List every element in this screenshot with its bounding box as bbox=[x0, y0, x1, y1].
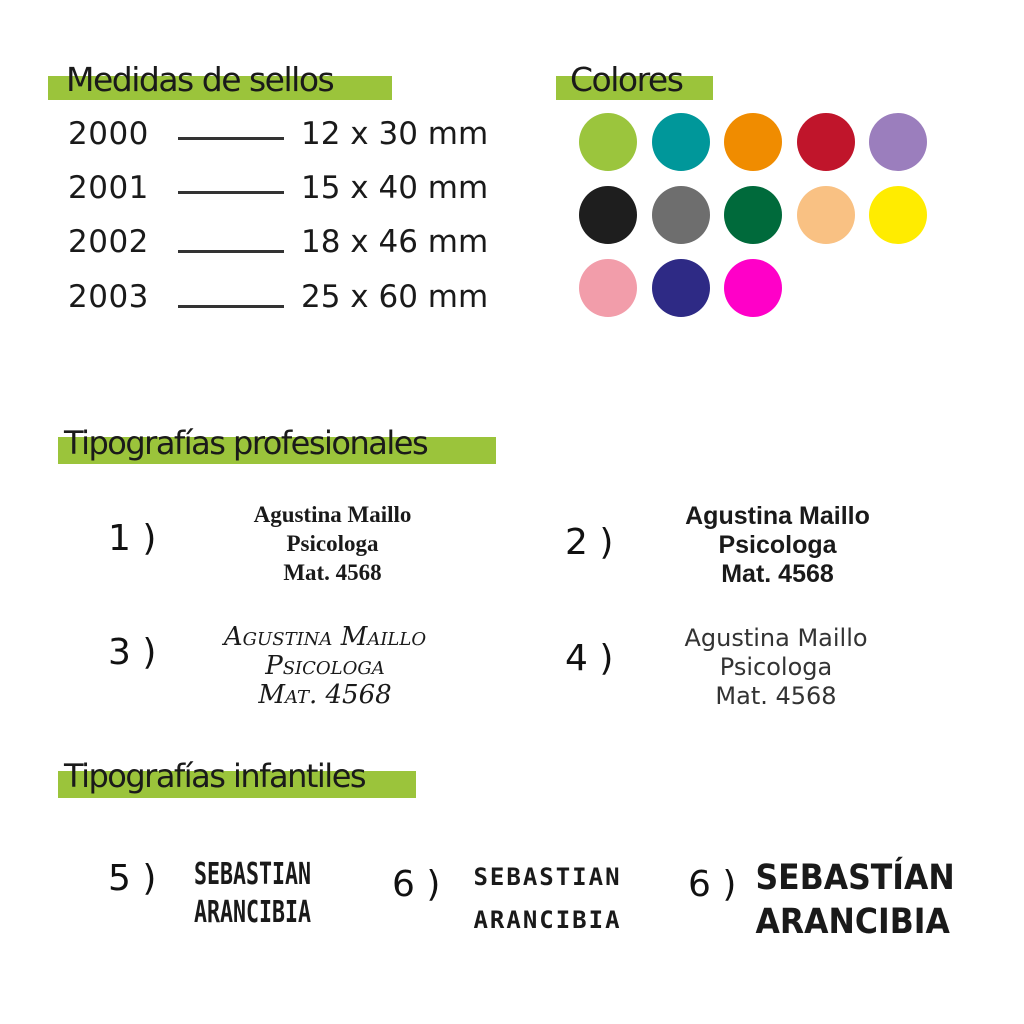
color-swatch bbox=[797, 186, 855, 244]
size-divider-line bbox=[178, 191, 284, 194]
font-sample-3 bbox=[185, 623, 465, 710]
sizes-title: Medidas de sellos bbox=[66, 60, 334, 99]
color-swatch bbox=[724, 259, 782, 317]
sample-line: Agustina Maillo bbox=[223, 622, 427, 652]
font-sample-4 bbox=[660, 624, 892, 711]
color-swatch bbox=[797, 113, 855, 171]
color-swatch bbox=[579, 186, 637, 244]
kids-title: Tipografías infantiles bbox=[64, 757, 366, 795]
sample-number-2: 2 ) bbox=[565, 522, 614, 563]
color-swatch bbox=[652, 113, 710, 171]
size-dimensions: 15 x 40 mm bbox=[301, 170, 489, 206]
sample-line: Agustina Maillo bbox=[253, 502, 412, 527]
color-swatch bbox=[869, 186, 927, 244]
size-code: 2001 bbox=[68, 170, 149, 206]
font-sample-5 bbox=[193, 856, 312, 932]
sample-line: ARANCIBIA bbox=[755, 902, 950, 942]
sample-number-5: 5 ) bbox=[108, 858, 157, 899]
size-code: 2000 bbox=[68, 116, 149, 152]
sample-line: Psicologa bbox=[286, 531, 379, 556]
sample-number-6b: 6 ) bbox=[688, 864, 737, 905]
size-divider-line bbox=[178, 137, 284, 140]
size-dimensions: 25 x 60 mm bbox=[301, 279, 489, 315]
size-dimensions: 18 x 46 mm bbox=[301, 224, 489, 260]
sample-line: SEBASTIAN bbox=[193, 857, 312, 892]
sample-number-3: 3 ) bbox=[108, 632, 157, 673]
color-swatch bbox=[724, 113, 782, 171]
font-sample-6b bbox=[755, 856, 955, 944]
size-dimensions: 12 x 30 mm bbox=[301, 116, 489, 152]
sample-line: Agustina Maillo bbox=[685, 502, 870, 530]
sample-line: Psicologa bbox=[265, 651, 385, 681]
font-sample-6a bbox=[450, 856, 645, 942]
color-swatch bbox=[652, 259, 710, 317]
size-code: 2002 bbox=[68, 224, 149, 260]
sample-line: Mat. 4568 bbox=[258, 680, 392, 710]
size-divider-line bbox=[178, 250, 284, 253]
sample-line: Psicologa bbox=[719, 653, 833, 681]
sample-line: Mat. 4568 bbox=[721, 560, 834, 588]
color-swatch bbox=[724, 186, 782, 244]
size-divider-line bbox=[178, 305, 284, 308]
sample-line: Agustina Maillo bbox=[684, 624, 868, 652]
color-swatch bbox=[579, 113, 637, 171]
sample-line: ARANCIBIA bbox=[473, 906, 622, 934]
color-swatch bbox=[869, 113, 927, 171]
sample-line: ARANCIBIA bbox=[193, 895, 312, 930]
colors-title: Colores bbox=[570, 60, 683, 99]
color-swatch bbox=[579, 259, 637, 317]
color-swatch bbox=[652, 186, 710, 244]
font-sample-2 bbox=[640, 502, 915, 589]
sample-line: Mat. 4568 bbox=[283, 560, 382, 585]
sample-line: SEBASTIAN bbox=[473, 863, 622, 891]
sample-line: SEBASTÍAN bbox=[755, 858, 955, 898]
sample-line: Psicologa bbox=[718, 531, 837, 559]
font-sample-1 bbox=[205, 500, 460, 587]
sample-number-6a: 6 ) bbox=[392, 864, 441, 905]
sample-number-4: 4 ) bbox=[565, 638, 614, 679]
sample-line: Mat. 4568 bbox=[715, 682, 837, 710]
professional-title: Tipografías profesionales bbox=[64, 424, 428, 462]
size-code: 2003 bbox=[68, 279, 149, 315]
sample-number-1: 1 ) bbox=[108, 518, 157, 559]
